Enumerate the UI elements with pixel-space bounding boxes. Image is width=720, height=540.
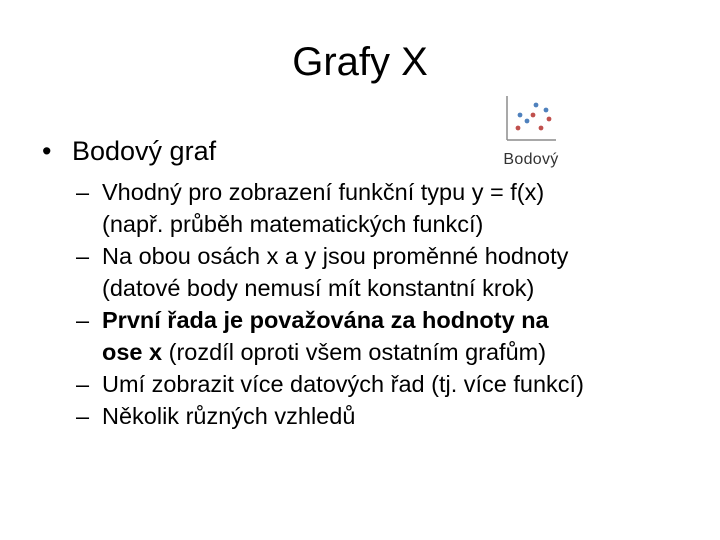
icon-label: Bodový bbox=[503, 151, 559, 168]
dash: – bbox=[76, 307, 90, 333]
icon-point bbox=[544, 108, 549, 113]
icon-point bbox=[516, 126, 521, 131]
sub-item-text-bold: První řada je považována za hodnoty na bbox=[102, 307, 549, 333]
icon-point bbox=[547, 117, 552, 122]
icon-point bbox=[525, 119, 530, 124]
sub-item-text: Vhodný pro zobrazení funkční typu y = f(x) bbox=[102, 179, 545, 205]
icon-point bbox=[534, 103, 539, 108]
sub-bullet-list bbox=[76, 176, 716, 432]
sub-item bbox=[76, 304, 716, 368]
slide-title: Grafy X bbox=[292, 40, 428, 84]
sub-item-continuation: (rozdíl oproti všem ostatním grafům) bbox=[162, 339, 547, 365]
dash: – bbox=[76, 243, 90, 269]
icon-point bbox=[539, 126, 544, 131]
dash: – bbox=[76, 403, 90, 429]
sub-item bbox=[76, 176, 716, 240]
sub-item-text: Umí zobrazit více datových řad (tj. více funkcí) bbox=[102, 371, 584, 397]
dash: – bbox=[76, 371, 90, 397]
sub-item-text: Na obou osách x a y jsou proměnné hodnoty bbox=[102, 243, 569, 269]
bullet-symbol: • bbox=[42, 136, 52, 166]
sub-item-text: Několik různých vzhledů bbox=[102, 403, 356, 429]
sub-item-continuation: (např. průběh matematických funkcí) bbox=[102, 211, 484, 237]
sub-item-continuation: (datové body nemusí mít konstantní krok) bbox=[102, 275, 535, 301]
sub-item bbox=[76, 400, 716, 432]
bullet-bodovy-graf bbox=[42, 134, 216, 168]
bullet-text: Bodový graf bbox=[72, 136, 217, 166]
sub-item bbox=[76, 368, 716, 400]
sub-item bbox=[76, 240, 716, 304]
dash: – bbox=[76, 179, 90, 205]
scatter-chart-icon bbox=[496, 94, 566, 176]
sub-item-text-bold: ose x bbox=[102, 339, 163, 365]
icon-point bbox=[531, 113, 536, 118]
icon-point bbox=[518, 113, 523, 118]
scatter-chart-graphic bbox=[500, 94, 558, 146]
